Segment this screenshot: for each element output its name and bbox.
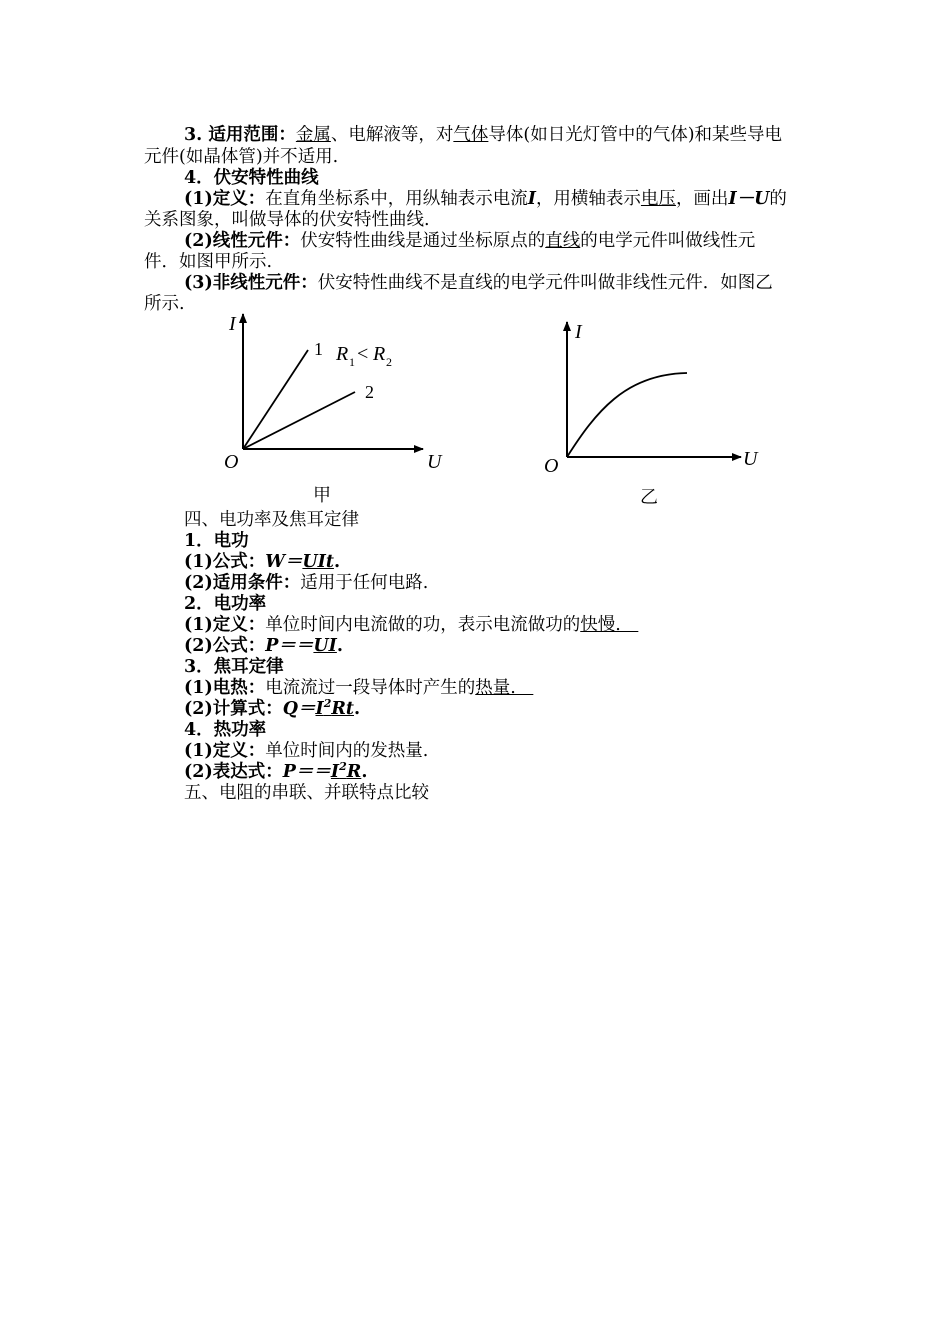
work-formula-blank: UIt [302,552,334,572]
joule-formula-lhs: Q＝ [282,699,316,719]
definition-heading: (1)定义： [184,189,266,209]
relation-lt: < [357,343,369,365]
line-1 [243,350,308,449]
linear-text-b: 的电学元件叫做线性元 [580,231,756,251]
definition-blank-voltage: 电压 [640,189,676,209]
range-line-2: 元件(如晶体管)并不适用. [144,147,339,167]
joule-heat-line [184,677,533,699]
figure-yi-caption: 乙 [640,487,658,508]
work-condition-line [184,572,428,594]
joule-heat-text: 电流流过一段导体时产生的 [265,678,476,698]
section-power-heading: 四、电功率及焦耳定律 [184,510,359,530]
heat-power-heading: 4．热功率 [184,720,267,740]
origin-label: O [224,451,239,473]
power-heading: 2．电功率 [184,594,267,614]
linear-line-1 [184,230,755,252]
y-axis-label: I [575,321,582,343]
y-axis-label: I [229,313,236,335]
power-definition-line [184,614,638,636]
definition-text-c: ，画出 [675,189,729,209]
heat-power-expression-blank [331,762,361,782]
heat-power-expression-line [184,761,367,783]
line-2 [243,392,355,449]
power-definition-text: 单位时间内电流做的功，表示电流做功的 [265,615,581,635]
x-axis-label: U [427,451,442,473]
line-1-label: 1 [314,339,323,359]
heat-power-expression-heading: (2)表达式： [184,762,283,782]
range-text-a: 、电解液等，对 [330,125,454,145]
origin-label: O [544,455,559,477]
heat-power-expression-square: 2 [339,760,347,773]
range-heading: 适用范围： [208,125,296,145]
work-formula-lhs: W＝ [265,552,303,572]
joule-formula-rt: Rt [331,699,354,719]
work-heading: 1．电功 [184,531,249,551]
joule-formula-line [184,698,360,720]
power-formula-lhs: P＝＝ [265,636,314,656]
definition-text-a: 在直角坐标系中，用纵轴表示电流 [265,189,528,209]
nonlinear-line-1 [184,272,773,294]
relation-sub2: 2 [386,355,392,369]
power-formula-line [184,635,343,657]
power-formula-end: . [336,636,343,656]
definition-text-d: 的 [769,189,787,209]
range-blank-metal: 金属 [295,125,331,145]
nonlinear-curve [567,373,687,457]
joule-formula-blank [316,699,354,719]
joule-heat-heading: (1)电热： [184,678,266,698]
linear-blank-straight-line: 直线 [545,231,581,251]
figure-yi [535,318,770,478]
heat-power-definition-heading: (1)定义： [184,741,266,761]
work-condition-text: 适用于任何电路. [300,573,429,593]
linear-heading: (2)线性元件： [184,231,301,251]
work-formula-end: . [333,552,341,572]
definition-text-b: ，用横轴表示 [535,189,641,209]
work-condition-heading: (2)适用条件： [184,573,301,593]
section5-heading: 五、电阻的串联、并联特点比较 [184,783,429,803]
relation-r1: R [336,343,349,365]
heat-power-expression-end: . [361,762,368,782]
joule-formula-end: . [353,699,361,719]
joule-heading: 3．焦耳定律 [184,657,284,677]
joule-heat-blank: 热量. [475,678,534,698]
heat-power-expression-r: R [346,762,362,782]
linear-line-2: 件．如图甲所示. [144,252,273,272]
joule-formula-heading: (2)计算式： [184,699,283,719]
definition-symbol-i: I [527,189,536,209]
power-definition-heading: (1)定义： [184,615,266,635]
line-2-label: 2 [365,382,374,402]
work-formula-line [184,551,340,573]
power-formula-heading: (2)公式： [184,636,266,656]
relation-r2: R [373,343,386,365]
definition-line-2: 关系图象，叫做导体的伏安特性曲线. [144,210,430,230]
heat-power-definition-text: 单位时间内的发热量. [265,741,429,761]
range-line-1 [184,124,782,146]
range-blank-gas: 气体 [453,125,489,145]
x-axis-label: U [743,448,758,470]
nonlinear-line-2: 所示. [144,294,185,314]
joule-formula-square: 2 [323,697,332,710]
heat-power-definition-line [184,740,428,762]
range-text-b: 导体(如日光灯管中的气体)和某些导电 [488,125,783,145]
power-definition-blank: 快慢. [580,615,639,635]
heat-power-expression-lhs: P＝＝ [282,762,331,782]
nonlinear-heading: (3)非线性元件： [184,273,318,293]
work-formula-heading: (1)公式： [184,552,266,572]
power-formula-blank: UI [313,636,337,656]
heat-power-expression-i: I [330,762,340,782]
figure-jia [215,308,455,483]
definition-symbol-iu: I－U [728,189,770,209]
nonlinear-text: 伏安特性曲线不是直线的电学元件叫做非线性元件．如图乙 [317,273,773,293]
figure-jia-caption: 甲 [313,485,331,506]
definition-line-1 [184,188,787,210]
joule-formula-i: I [315,699,324,719]
linear-text-a: 伏安特性曲线是通过坐标原点的 [300,231,546,251]
range-number: 3. [184,125,203,145]
relation-sub1: 1 [349,355,355,369]
section4-heading: 4．伏安特性曲线 [184,168,319,188]
